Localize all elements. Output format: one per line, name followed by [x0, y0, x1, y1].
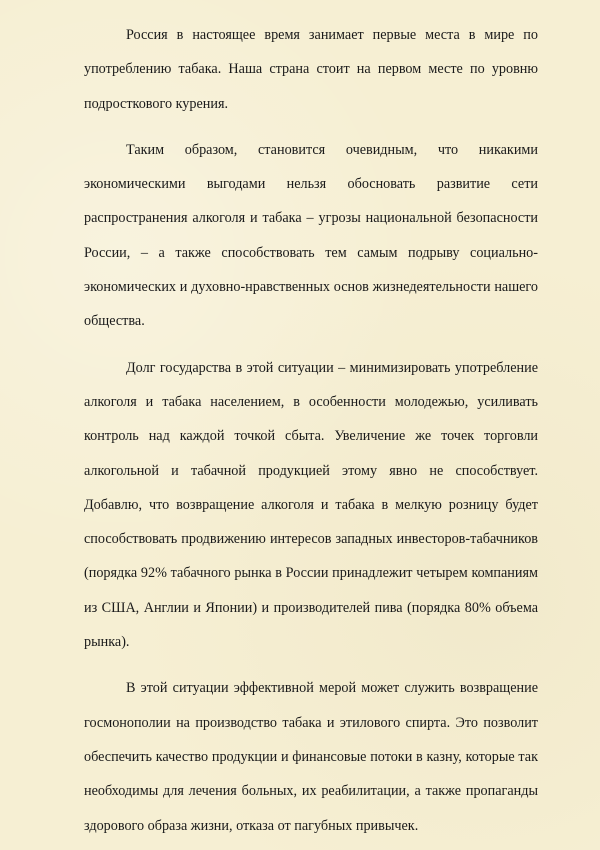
paragraph-1: Россия в настоящее время занимает первые места в мире по употреблению табака. Наша страна стоит на первом месте по уровню подросткового курения. — [84, 27, 538, 112]
paragraph-2: Таким образом, становится очевидным, что никакими экономическими выгодами нельзя обосновать развитие сети распространения алкоголя и табака – угрозы национальной безопасности России, – а также способствовать тем самым подрыву социально-экономических и духовно-нравственных основ жизнедеятельности нашего общества. — [84, 141, 538, 330]
paragraph-4: В этой ситуации эффективной мерой может служить возвращение госмонополии на производство табака и этилового спирта. Это позволит обеспечить качество продукции и финансовые потоки в казну, которые так необходимы для лечения больных, их реабилитации, а также пропаганды здорового образа жизни, отказа от пагубных привычек. — [84, 680, 538, 834]
paragraph-3: Долг государства в этой ситуации – минимизировать употребление алкоголя и табака населением, в особенности молодежью, усиливать контроль над каждой точкой сбыта. Увеличение же точек торговли алкогольной и табачной продукцией этому явно не способствует. Добавлю, что возвращение алкоголя и табака в мелкую розницу будет способствовать продвижению интересов западных инвесторов-табачников (порядка 92% табачного рынка в России принадлежит четырем компаниям из США, Англии и Японии) и производителей пива (порядка 80% объема рынка). — [84, 359, 538, 651]
